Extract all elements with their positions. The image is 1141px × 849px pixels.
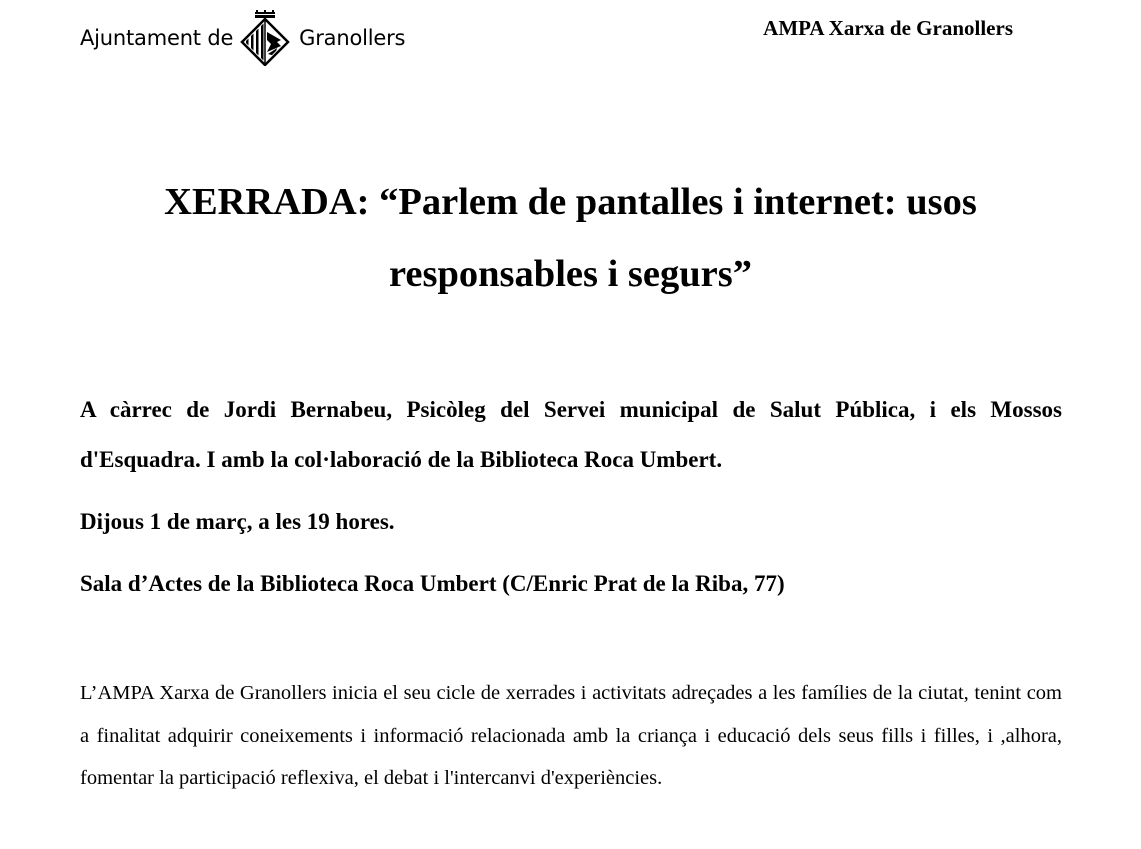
municipality-logo [80,10,405,66]
event-details [80,385,1062,609]
event-speakers: A càrrec de Jordi Bernabeu, Psicòleg del Servei municipal de Salut Pública, i els Mossos d'Esquadra. I amb la col·laboració de la Biblioteca Roca Umbert. [80,397,1062,472]
event-venue: Sala d’Actes de la Biblioteca Roca Umbert (C/Enric Prat de la Riba, 77) [80,571,785,596]
logo-text-left: Ajuntament de [80,26,234,50]
logo-text-right: Granollers [299,26,406,50]
coat-of-arms-icon [237,10,293,66]
organization-name: AMPA Xarxa de Granollers [763,16,1013,40]
event-date: Dijous 1 de març, a les 19 hores. [80,509,395,534]
event-description: L’AMPA Xarxa de Granollers inicia el seu cicle de xerrades i activitats adreçades a les famílies de la ciutat, tenint com a finalitat adquirir coneixements i informació relacionada amb la criança i educació dels seus fills i filles, i ,alhora, fomentar la participació reflexiva, el debat i l'intercanvi d'experiències. [80,682,1062,789]
page-title: XERRADA: “Parlem de pantalles i internet: usos responsables i segurs” [164,181,977,295]
